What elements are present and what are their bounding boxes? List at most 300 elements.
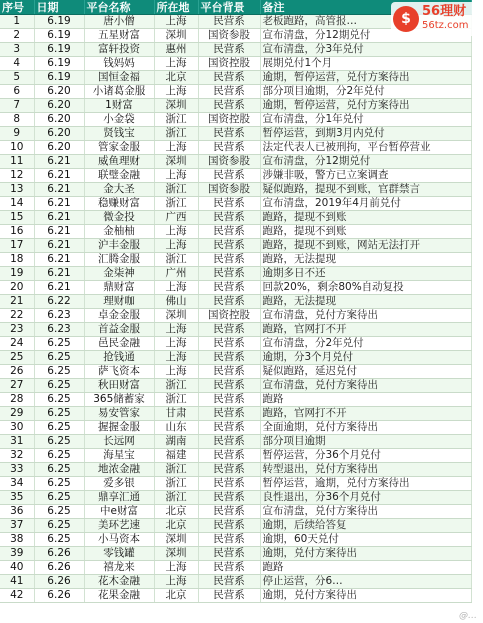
cell-no: 8: [0, 113, 34, 127]
cell-date: 6.21: [34, 239, 84, 253]
cell-no: 31: [0, 435, 34, 449]
cell-city: 上海: [154, 15, 198, 29]
cell-date: 6.26: [34, 589, 84, 603]
cell-platform-name: 握握金服: [84, 421, 154, 435]
cell-background: 民营系: [198, 141, 260, 155]
cell-note: 良性退出，分36个月兑付: [260, 491, 472, 505]
cell-note: 涉嫌非吸，警方已立案调查: [260, 169, 472, 183]
cell-platform-name: 零钱罐: [84, 547, 154, 561]
cell-date: 6.25: [34, 407, 84, 421]
table-row: [0, 407, 472, 421]
cell-date: 6.21: [34, 225, 84, 239]
cell-date: 6.25: [34, 477, 84, 491]
table-row: [0, 463, 472, 477]
cell-no: 18: [0, 253, 34, 267]
cell-no: 9: [0, 127, 34, 141]
cell-platform-name: 长远网: [84, 435, 154, 449]
cell-platform-name: 花果金融: [84, 589, 154, 603]
header-name: 平台名称: [84, 0, 154, 15]
cell-city: 上海: [154, 141, 198, 155]
cell-background: 民营系: [198, 197, 260, 211]
cell-date: 6.20: [34, 127, 84, 141]
table-row: [0, 435, 472, 449]
cell-note: 疑似跑路，延迟兑付: [260, 365, 472, 379]
table-row: [0, 141, 472, 155]
table-row: [0, 127, 472, 141]
table-row: [0, 295, 472, 309]
cell-date: 6.25: [34, 449, 84, 463]
cell-date: 6.21: [34, 253, 84, 267]
table-row: [0, 491, 472, 505]
cell-no: 2: [0, 29, 34, 43]
cell-no: 5: [0, 71, 34, 85]
cell-no: 21: [0, 295, 34, 309]
cell-city: 上海: [154, 561, 198, 575]
cell-city: 浙江: [154, 463, 198, 477]
table-row: [0, 547, 472, 561]
cell-note: 跑路: [260, 561, 472, 575]
table-row: [0, 589, 472, 603]
cell-date: 6.25: [34, 379, 84, 393]
cell-city: 广州: [154, 267, 198, 281]
cell-no: 38: [0, 533, 34, 547]
cell-background: 民营系: [198, 421, 260, 435]
cell-note: 跑路，无法提现: [260, 253, 472, 267]
cell-platform-name: 易安管家: [84, 407, 154, 421]
cell-background: 民营系: [198, 267, 260, 281]
cell-background: 民营系: [198, 85, 260, 99]
cell-platform-name: 首益金服: [84, 323, 154, 337]
table-row: [0, 43, 472, 57]
cell-platform-name: 中e财富: [84, 505, 154, 519]
cell-platform-name: 钱妈妈: [84, 57, 154, 71]
cell-note: 暂停运营，分36个月兑付: [260, 449, 472, 463]
cell-background: 国资控股: [198, 113, 260, 127]
table-row: [0, 225, 472, 239]
cell-platform-name: 禧龙来: [84, 561, 154, 575]
cell-note: 疑似跑路，提现不到账，官群禁言: [260, 183, 472, 197]
table-row: [0, 449, 472, 463]
cell-no: 30: [0, 421, 34, 435]
cell-background: 民营系: [198, 281, 260, 295]
table-row: [0, 169, 472, 183]
cell-platform-name: 金柚柚: [84, 225, 154, 239]
cell-city: 山东: [154, 421, 198, 435]
cell-no: 33: [0, 463, 34, 477]
cell-city: 上海: [154, 169, 198, 183]
cell-background: 民营系: [198, 365, 260, 379]
cell-background: 民营系: [198, 225, 260, 239]
header-note: 备注: [260, 0, 472, 15]
cell-background: 民营系: [198, 253, 260, 267]
watermark: @…: [459, 611, 477, 621]
cell-note: 逾期，兑付方案待出: [260, 547, 472, 561]
cell-background: 民营系: [198, 393, 260, 407]
cell-note: 宣布清盘，兑付方案待出: [260, 379, 472, 393]
cell-no: 15: [0, 211, 34, 225]
cell-note: 老板跑路，高管报…: [260, 15, 472, 29]
cell-date: 6.25: [34, 491, 84, 505]
cell-city: 深圳: [154, 99, 198, 113]
cell-city: 浙江: [154, 183, 198, 197]
cell-note: 逾期，60天兑付: [260, 533, 472, 547]
cell-note: 宣布清盘，分2年兑付: [260, 337, 472, 351]
cell-note: 逾期多日不还: [260, 267, 472, 281]
table-row: [0, 85, 472, 99]
cell-city: 浙江: [154, 477, 198, 491]
cell-no: 37: [0, 519, 34, 533]
cell-city: 浙江: [154, 393, 198, 407]
cell-background: 民营系: [198, 449, 260, 463]
cell-date: 6.21: [34, 267, 84, 281]
cell-date: 6.21: [34, 169, 84, 183]
cell-background: 民营系: [198, 435, 260, 449]
cell-date: 6.25: [34, 365, 84, 379]
cell-platform-name: 萨飞资本: [84, 365, 154, 379]
cell-city: 深圳: [154, 29, 198, 43]
cell-platform-name: 地浓金融: [84, 463, 154, 477]
cell-background: 民营系: [198, 337, 260, 351]
table-row: [0, 351, 472, 365]
cell-background: 民营系: [198, 561, 260, 575]
cell-background: 民营系: [198, 239, 260, 253]
cell-date: 6.25: [34, 435, 84, 449]
cell-note: 宣布清盘，2019年4月前兑付: [260, 197, 472, 211]
cell-background: 民营系: [198, 323, 260, 337]
cell-city: 深圳: [154, 533, 198, 547]
cell-background: 民营系: [198, 211, 260, 225]
cell-background: 民营系: [198, 575, 260, 589]
cell-background: 民营系: [198, 379, 260, 393]
cell-no: 23: [0, 323, 34, 337]
cell-platform-name: 微金投: [84, 211, 154, 225]
cell-platform-name: 管家金服: [84, 141, 154, 155]
cell-city: 浙江: [154, 127, 198, 141]
cell-date: 6.25: [34, 351, 84, 365]
cell-no: 35: [0, 491, 34, 505]
cell-background: 民营系: [198, 519, 260, 533]
table-row: [0, 155, 472, 169]
cell-city: 浙江: [154, 491, 198, 505]
cell-city: 上海: [154, 575, 198, 589]
cell-no: 14: [0, 197, 34, 211]
cell-no: 6: [0, 85, 34, 99]
cell-no: 17: [0, 239, 34, 253]
cell-platform-name: 唐小僧: [84, 15, 154, 29]
cell-city: 上海: [154, 365, 198, 379]
table-row: [0, 71, 472, 85]
table-row: [0, 267, 472, 281]
cell-background: 民营系: [198, 295, 260, 309]
cell-city: 深圳: [154, 155, 198, 169]
header-city: 所在地: [154, 0, 198, 15]
cell-date: 6.25: [34, 393, 84, 407]
cell-city: 上海: [154, 323, 198, 337]
cell-date: 6.19: [34, 71, 84, 85]
cell-no: 32: [0, 449, 34, 463]
cell-no: 26: [0, 365, 34, 379]
cell-no: 10: [0, 141, 34, 155]
header-no: 序号: [0, 0, 34, 15]
cell-note: 部分项目逾期，分2年兑付: [260, 85, 472, 99]
cell-date: 6.20: [34, 99, 84, 113]
cell-date: 6.19: [34, 57, 84, 71]
cell-date: 6.19: [34, 29, 84, 43]
table-row: [0, 337, 472, 351]
cell-platform-name: 鼎财富: [84, 281, 154, 295]
cell-no: 22: [0, 309, 34, 323]
cell-platform-name: 稳赚财富: [84, 197, 154, 211]
cell-note: 宣布清盘，分12期兑付: [260, 155, 472, 169]
cell-note: 跑路，官网打不开: [260, 407, 472, 421]
cell-date: 6.26: [34, 547, 84, 561]
cell-background: 民营系: [198, 43, 260, 57]
cell-note: 逾期，暂停运营，兑付方案待出: [260, 71, 472, 85]
header-background: 平台背景: [198, 0, 260, 15]
cell-background: 国资参股: [198, 29, 260, 43]
cell-platform-name: 美环艺速: [84, 519, 154, 533]
cell-note: 跑路，提现不到账，网站无法打开: [260, 239, 472, 253]
table-row: [0, 519, 472, 533]
cell-platform-name: 邑民金融: [84, 337, 154, 351]
table-row: [0, 211, 472, 225]
table-body: [0, 15, 472, 603]
cell-note: 跑路，官网打不开: [260, 323, 472, 337]
cell-background: 民营系: [198, 547, 260, 561]
cell-note: 逾期，暂停运营，兑付方案待出: [260, 99, 472, 113]
cell-platform-name: 小金袋: [84, 113, 154, 127]
cell-no: 28: [0, 393, 34, 407]
cell-city: 浙江: [154, 113, 198, 127]
cell-background: 民营系: [198, 127, 260, 141]
cell-no: 41: [0, 575, 34, 589]
cell-note: 宣布清盘，分1年兑付: [260, 113, 472, 127]
table-row: [0, 281, 472, 295]
cell-background: 民营系: [198, 407, 260, 421]
table-row: [0, 393, 472, 407]
cell-note: 宣布清盘，兑付方案待出: [260, 505, 472, 519]
table-row: [0, 183, 472, 197]
cell-background: 民营系: [198, 589, 260, 603]
cell-background: 民营系: [198, 15, 260, 29]
cell-note: 宣布清盘，分12期兑付: [260, 29, 472, 43]
cell-platform-name: 汇腾金服: [84, 253, 154, 267]
cell-platform-name: 卓金金服: [84, 309, 154, 323]
cell-date: 6.20: [34, 141, 84, 155]
cell-background: 民营系: [198, 491, 260, 505]
cell-date: 6.21: [34, 155, 84, 169]
cell-no: 25: [0, 351, 34, 365]
cell-platform-name: 金大圣: [84, 183, 154, 197]
cell-city: 浙江: [154, 253, 198, 267]
site-logo: [391, 2, 479, 36]
cell-note: 跑路，无法提现: [260, 295, 472, 309]
cell-date: 6.25: [34, 533, 84, 547]
cell-note: 暂停运营，逾期，兑付方案待出: [260, 477, 472, 491]
table-row: [0, 575, 472, 589]
cell-city: 上海: [154, 225, 198, 239]
cell-no: 11: [0, 155, 34, 169]
table-row: [0, 323, 472, 337]
cell-note: 宣布清盘，分3年兑付: [260, 43, 472, 57]
table-row: [0, 379, 472, 393]
cell-note: 展期兑付1个月: [260, 57, 472, 71]
cell-note: 法定代表人已被刑拘，平台暂停营业: [260, 141, 472, 155]
table-row: [0, 253, 472, 267]
cell-no: 42: [0, 589, 34, 603]
cell-date: 6.21: [34, 281, 84, 295]
cell-platform-name: 1财富: [84, 99, 154, 113]
cell-note: 转型退出，兑付方案待出: [260, 463, 472, 477]
table-row: [0, 239, 472, 253]
cell-city: 上海: [154, 351, 198, 365]
cell-note: 回款20%，剩余80%自动复投: [260, 281, 472, 295]
cell-platform-name: 五星财富: [84, 29, 154, 43]
header-date: 日期: [34, 0, 84, 15]
cell-date: 6.25: [34, 421, 84, 435]
cell-date: 6.23: [34, 309, 84, 323]
cell-city: 上海: [154, 57, 198, 71]
cell-city: 浙江: [154, 379, 198, 393]
table-row: [0, 365, 472, 379]
table-row: [0, 561, 472, 575]
cell-date: 6.21: [34, 197, 84, 211]
cell-note: 跑路，提现不到账: [260, 225, 472, 239]
cell-no: 40: [0, 561, 34, 575]
cell-city: 上海: [154, 281, 198, 295]
cell-no: 36: [0, 505, 34, 519]
table-row: [0, 309, 472, 323]
cell-platform-name: 理财咖: [84, 295, 154, 309]
cell-background: 国资参股: [198, 183, 260, 197]
cell-city: 北京: [154, 71, 198, 85]
table-row: [0, 113, 472, 127]
cell-date: 6.23: [34, 323, 84, 337]
cell-platform-name: 联璧金融: [84, 169, 154, 183]
cell-platform-name: 金柒神: [84, 267, 154, 281]
cell-no: 4: [0, 57, 34, 71]
cell-date: 6.19: [34, 15, 84, 29]
cell-city: 上海: [154, 85, 198, 99]
table-row: [0, 57, 472, 71]
cell-background: 民营系: [198, 477, 260, 491]
cell-no: 29: [0, 407, 34, 421]
cell-no: 7: [0, 99, 34, 113]
cell-platform-name: 爱多银: [84, 477, 154, 491]
cell-no: 13: [0, 183, 34, 197]
cell-city: 北京: [154, 505, 198, 519]
cell-platform-name: 小马资本: [84, 533, 154, 547]
cell-platform-name: 国恒金福: [84, 71, 154, 85]
cell-no: 39: [0, 547, 34, 561]
cell-background: 民营系: [198, 99, 260, 113]
cell-no: 20: [0, 281, 34, 295]
cell-city: 北京: [154, 589, 198, 603]
logo-main-text: 56理财: [422, 4, 467, 19]
cell-platform-name: 抢钱通: [84, 351, 154, 365]
cell-platform-name: 沪丰金服: [84, 239, 154, 253]
cell-note: 停止运营，分6…: [260, 575, 472, 589]
cell-no: 34: [0, 477, 34, 491]
cell-city: 甘肃: [154, 407, 198, 421]
table-row: [0, 505, 472, 519]
cell-background: 民营系: [198, 71, 260, 85]
cell-date: 6.25: [34, 519, 84, 533]
cell-date: 6.25: [34, 337, 84, 351]
cell-background: 民营系: [198, 351, 260, 365]
cell-note: 部分项目逾期: [260, 435, 472, 449]
cell-background: 民营系: [198, 505, 260, 519]
table-row: [0, 99, 472, 113]
cell-note: 暂停运营，到期3月内兑付: [260, 127, 472, 141]
cell-background: 民营系: [198, 533, 260, 547]
cell-city: 湖南: [154, 435, 198, 449]
cell-city: 浙江: [154, 197, 198, 211]
cell-platform-name: 小诸葛金服: [84, 85, 154, 99]
cell-background: 国资控股: [198, 309, 260, 323]
table-row: [0, 197, 472, 211]
cell-no: 12: [0, 169, 34, 183]
cell-platform-name: 鼎享汇通: [84, 491, 154, 505]
cell-date: 6.21: [34, 211, 84, 225]
cell-date: 6.20: [34, 85, 84, 99]
cell-note: 宣布清盘，兑付方案待出: [260, 309, 472, 323]
table-row: [0, 533, 472, 547]
cell-platform-name: 365储蓄家: [84, 393, 154, 407]
cell-note: 跑路: [260, 393, 472, 407]
cell-note: 全面逾期，兑付方案待出: [260, 421, 472, 435]
table-row: [0, 421, 472, 435]
cell-date: 6.20: [34, 113, 84, 127]
cell-date: 6.22: [34, 295, 84, 309]
cell-no: 27: [0, 379, 34, 393]
logo-sub-text: 56tz.com: [422, 20, 469, 31]
cell-no: 16: [0, 225, 34, 239]
cell-note: 逾期，分3个月兑付: [260, 351, 472, 365]
cell-date: 6.26: [34, 575, 84, 589]
cell-city: 深圳: [154, 547, 198, 561]
cell-date: 6.25: [34, 463, 84, 477]
cell-background: 国资控股: [198, 57, 260, 71]
cell-city: 广西: [154, 211, 198, 225]
cell-no: 1: [0, 15, 34, 29]
cell-city: 惠州: [154, 43, 198, 57]
cell-date: 6.19: [34, 43, 84, 57]
cell-platform-name: 贤钱宝: [84, 127, 154, 141]
cell-city: 福建: [154, 449, 198, 463]
cell-background: 民营系: [198, 169, 260, 183]
cell-city: 上海: [154, 239, 198, 253]
cell-date: 6.25: [34, 505, 84, 519]
cell-date: 6.21: [34, 183, 84, 197]
cell-background: 国资参股: [198, 155, 260, 169]
cell-city: 上海: [154, 337, 198, 351]
cell-note: 逾期，兑付方案待出: [260, 589, 472, 603]
cell-no: 3: [0, 43, 34, 57]
cell-city: 佛山: [154, 295, 198, 309]
cell-platform-name: 花木金融: [84, 575, 154, 589]
cell-no: 24: [0, 337, 34, 351]
cell-platform-name: 秋田财富: [84, 379, 154, 393]
cell-city: 深圳: [154, 309, 198, 323]
cell-platform-name: 海星宝: [84, 449, 154, 463]
cell-no: 19: [0, 267, 34, 281]
cell-city: 北京: [154, 519, 198, 533]
cell-note: 逾期，后续给答复: [260, 519, 472, 533]
logo-coin-icon: $: [393, 6, 419, 32]
cell-platform-name: 威鱼理财: [84, 155, 154, 169]
cell-background: 民营系: [198, 463, 260, 477]
